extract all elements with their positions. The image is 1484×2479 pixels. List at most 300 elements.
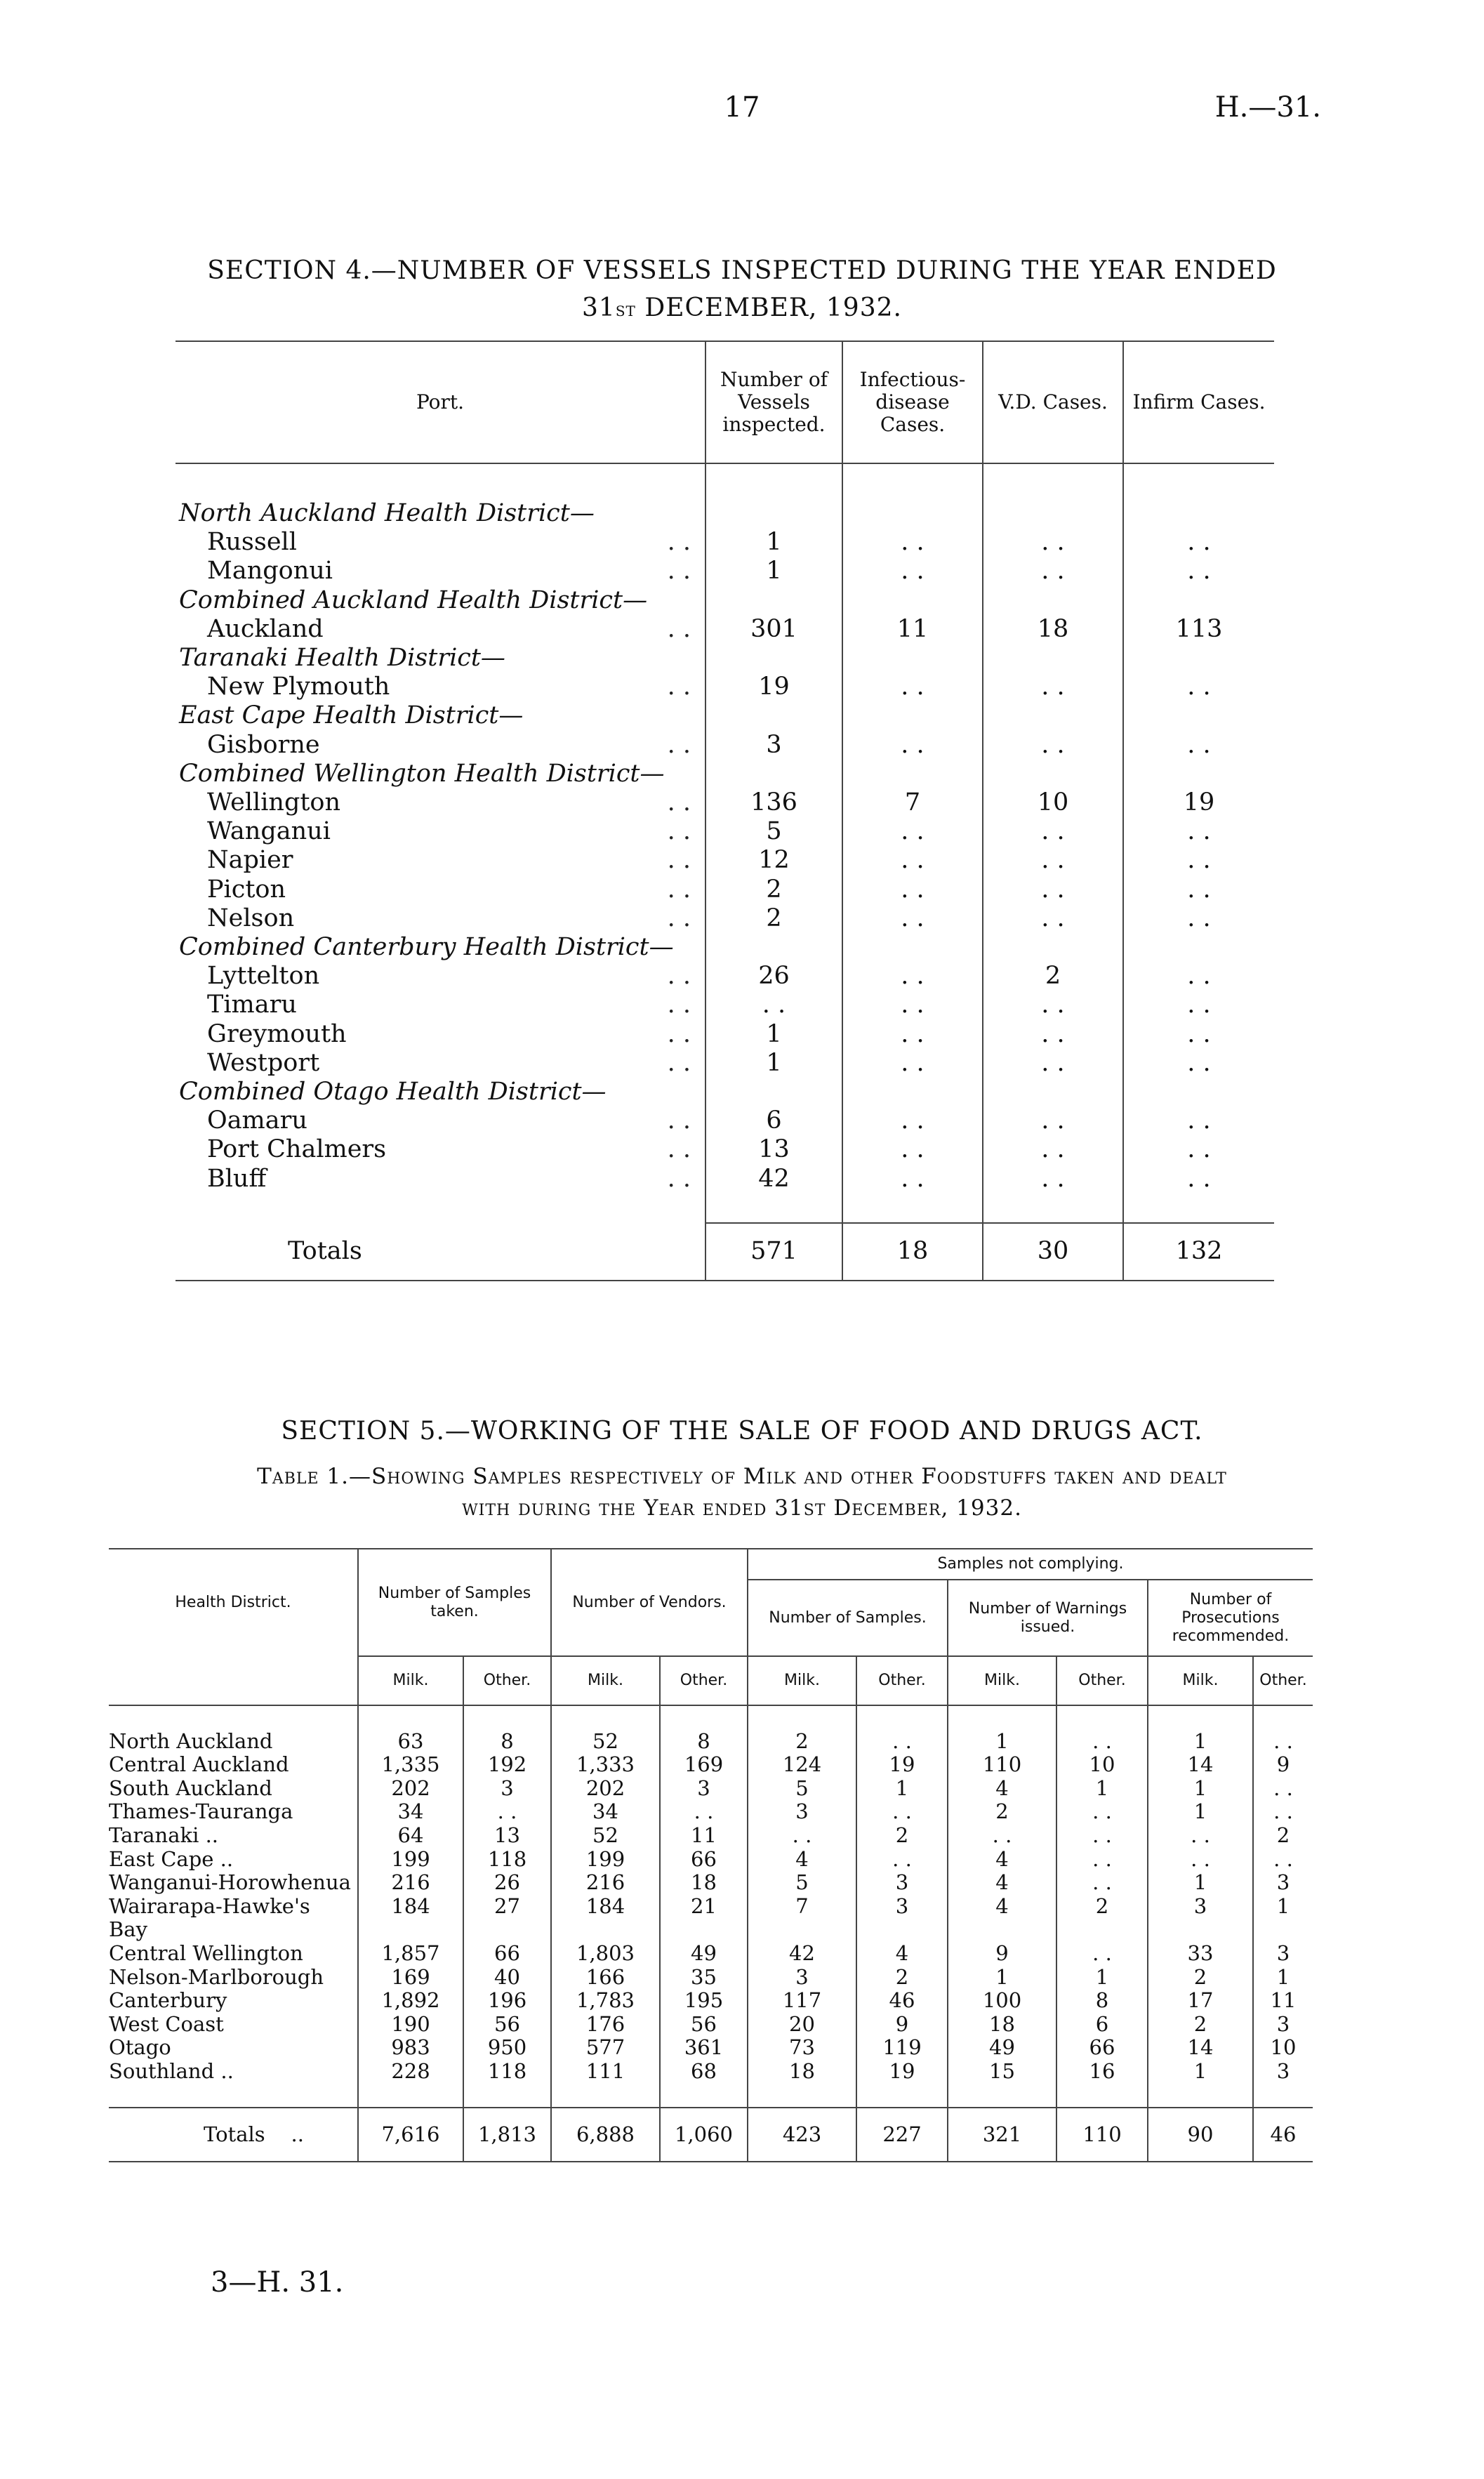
- district-name: Central Auckland: [109, 1752, 289, 1777]
- totals-st-milk: 7,616: [358, 2108, 463, 2162]
- cell-p-milk: 17: [1148, 1989, 1253, 2013]
- table-row: [175, 1106, 1274, 1135]
- leader-dots: . .: [667, 528, 691, 557]
- cell-v-milk: 176: [551, 2013, 660, 2037]
- cell-st-other: . .: [463, 1800, 551, 1824]
- infirm-cell: 113: [1123, 615, 1274, 644]
- vd-cell: . .: [983, 1020, 1123, 1049]
- district-name: Nelson-Marlborough: [109, 1964, 324, 1989]
- infectious-cell: 11: [842, 615, 983, 644]
- cell-v-other: 56: [660, 2013, 748, 2037]
- leader-dots: . .: [667, 557, 691, 586]
- cell-st-other: 196: [463, 1989, 551, 2013]
- vd-cell: . .: [983, 528, 1123, 557]
- col-header-samples-taken: Number of Samples taken.: [358, 1549, 551, 1656]
- cell-w-other: 1: [1056, 1777, 1148, 1801]
- table-row: [109, 2013, 1313, 2037]
- infirm-cell: . .: [1123, 1165, 1274, 1194]
- cell-v-other: 35: [660, 1966, 748, 1990]
- section4-title-ordinal: st: [615, 298, 636, 321]
- cell-st-milk: 64: [358, 1824, 463, 1848]
- district-name: Wanganui-Horowhenua: [109, 1870, 351, 1895]
- cell-st-other: 8: [463, 1730, 551, 1754]
- leader-dots: . .: [667, 875, 691, 904]
- totals-ns-other: 227: [856, 2108, 948, 2162]
- port-name: Mangonui: [207, 557, 333, 586]
- district-name: East Cape Health District—: [179, 701, 524, 730]
- infirm-cell: . .: [1123, 962, 1274, 991]
- cell-ns-milk: 117: [748, 1989, 856, 2013]
- cell-w-other: 66: [1056, 2036, 1148, 2060]
- infirm-cell: . .: [1123, 875, 1274, 904]
- cell-p-milk: 1: [1148, 1777, 1253, 1801]
- leader-dots: . .: [667, 730, 691, 759]
- leader-dots: . .: [667, 1106, 691, 1135]
- cell-p-milk: 1: [1148, 1800, 1253, 1824]
- district-cell: [109, 1824, 358, 1848]
- cell-v-milk: 52: [551, 1730, 660, 1754]
- infectious-cell: . .: [842, 846, 983, 875]
- leader-dots: . .: [667, 673, 691, 701]
- infirm-cell: . .: [1123, 1020, 1274, 1049]
- cell-ns-milk: 7: [748, 1895, 856, 1919]
- totals-w-other: 110: [1056, 2108, 1148, 2162]
- district-cell: [109, 1966, 358, 1990]
- cell-st-other: 950: [463, 2036, 551, 2060]
- infectious-cell: . .: [842, 528, 983, 557]
- table-row: [175, 817, 1274, 846]
- cell-p-milk: 1: [1148, 1871, 1253, 1895]
- cell-st-other: 192: [463, 1753, 551, 1777]
- cell-ns-other: 2: [856, 1824, 948, 1848]
- cell-st-other: 56: [463, 2013, 551, 2037]
- cell-ns-other: 1: [856, 1777, 948, 1801]
- table-row: [109, 1777, 1313, 1801]
- table-row: [175, 788, 1274, 817]
- cell-w-milk: 110: [948, 1753, 1056, 1777]
- cell-w-other: . .: [1056, 1871, 1148, 1895]
- cell-w-milk: 4: [948, 1871, 1056, 1895]
- cell-p-other: 3: [1253, 2013, 1313, 2037]
- infirm-cell: . .: [1123, 1049, 1274, 1078]
- vessels-cell: 2: [705, 904, 842, 933]
- cell-st-milk: 1,892: [358, 1989, 463, 2013]
- cell-st-other: 118: [463, 2060, 551, 2084]
- col-header-st-other: Other.: [463, 1656, 551, 1705]
- cell-v-other: 49: [660, 1942, 748, 1966]
- cell-ns-other: 3: [856, 1871, 948, 1895]
- cell-w-other: 6: [1056, 2013, 1148, 2037]
- vessels-cell: 42: [705, 1165, 842, 1194]
- port-name: Westport: [207, 1048, 320, 1077]
- cell-v-other: . .: [660, 1800, 748, 1824]
- table-row: [109, 2036, 1313, 2060]
- cell-w-other: . .: [1056, 1848, 1148, 1872]
- section5-subtitle-line1: Table 1.—Showing Samples respectively of Milk and other Foodstuffs taken and dealt: [257, 1464, 1227, 1489]
- port-cell: [175, 1165, 705, 1194]
- district-cell: [109, 2060, 358, 2084]
- infirm-cell: . .: [1123, 991, 1274, 1019]
- table-row: [109, 1824, 1313, 1848]
- table-row: [175, 731, 1274, 760]
- infirm-cell: . .: [1123, 731, 1274, 760]
- cell-v-milk: 34: [551, 1800, 660, 1824]
- cell-st-other: 118: [463, 1848, 551, 1872]
- district-row: [175, 1078, 1274, 1106]
- port-cell: [175, 962, 705, 991]
- cell-st-other: 66: [463, 1942, 551, 1966]
- page-number: 17: [724, 91, 760, 124]
- cell-st-other: 26: [463, 1871, 551, 1895]
- cell-st-milk: 190: [358, 2013, 463, 2037]
- cell-v-other: 11: [660, 1824, 748, 1848]
- vessels-inspected-table: [175, 341, 1274, 1281]
- cell-w-milk: 4: [948, 1895, 1056, 1919]
- table-row: [109, 1871, 1313, 1895]
- cell-w-other: 10: [1056, 1753, 1148, 1777]
- district-name: Combined Wellington Health District—: [179, 759, 665, 788]
- cell-v-milk: 216: [551, 1871, 660, 1895]
- cell-p-milk: . .: [1148, 1848, 1253, 1872]
- cell-p-other: . .: [1253, 1777, 1313, 1801]
- cell-v-milk: 184: [551, 1895, 660, 1919]
- col-header-not-complying: Samples not complying.: [748, 1549, 1313, 1580]
- table-row: [109, 2060, 1313, 2084]
- cell-ns-milk: 5: [748, 1777, 856, 1801]
- col-header-vd: V.D. Cases.: [983, 341, 1123, 463]
- vd-cell: . .: [983, 875, 1123, 904]
- vessels-cell: 1: [705, 1020, 842, 1049]
- vd-cell: . .: [983, 817, 1123, 846]
- cell-ns-milk: 3: [748, 1800, 856, 1824]
- totals-row: [175, 1223, 1274, 1281]
- cell-p-other: . .: [1253, 1800, 1313, 1824]
- cell-st-milk: 184: [358, 1895, 463, 1919]
- port-cell: [175, 557, 705, 586]
- cell-p-other: [1253, 1918, 1313, 1942]
- totals-v-other: 1,060: [660, 2108, 748, 2162]
- district-name: Southland ..: [109, 2058, 234, 2083]
- cell-w-milk: 9: [948, 1942, 1056, 1966]
- cell-ns-milk: 5: [748, 1871, 856, 1895]
- table-row: [109, 1848, 1313, 1872]
- port-cell: [175, 817, 705, 846]
- cell-st-milk: 202: [358, 1777, 463, 1801]
- district-cell: [109, 1942, 358, 1966]
- port-cell: [175, 875, 705, 904]
- port-name: Gisborne: [207, 730, 320, 759]
- cell-p-milk: 14: [1148, 2036, 1253, 2060]
- table-row: [109, 1966, 1313, 1990]
- infectious-cell: 7: [842, 788, 983, 817]
- col-header-num-samples: Number of Samples.: [748, 1580, 948, 1656]
- cell-ns-other: 2: [856, 1966, 948, 1990]
- col-header-ns-other: Other.: [856, 1656, 948, 1705]
- col-header-vendors: Number of Vendors.: [551, 1549, 748, 1656]
- totals-ns-milk: 423: [748, 2108, 856, 2162]
- table-row: [175, 846, 1274, 875]
- cell-ns-milk: 18: [748, 2060, 856, 2084]
- infirm-cell: . .: [1123, 1135, 1274, 1164]
- infirm-cell: . .: [1123, 1106, 1274, 1135]
- table-row: [175, 615, 1274, 644]
- district-cell: [109, 1848, 358, 1872]
- page-reference: H.—31.: [1214, 91, 1321, 124]
- cell-v-other: 3: [660, 1777, 748, 1801]
- port-name: Auckland: [207, 614, 324, 643]
- totals-p-other: 46: [1253, 2108, 1313, 2162]
- page-footer: 3—H. 31.: [211, 2266, 344, 2299]
- district-cell: [109, 1895, 358, 1919]
- port-cell: [175, 991, 705, 1019]
- cell-w-milk: [948, 1918, 1056, 1942]
- infectious-cell: . .: [842, 962, 983, 991]
- col-header-ns-milk: Milk.: [748, 1656, 856, 1705]
- table-row: [109, 1800, 1313, 1824]
- cell-ns-other: . .: [856, 1800, 948, 1824]
- vd-cell: . .: [983, 1106, 1123, 1135]
- infectious-cell: . .: [842, 731, 983, 760]
- infirm-cell: . .: [1123, 904, 1274, 933]
- district-name: Wairarapa-Hawke's: [109, 1893, 310, 1918]
- cell-v-other: 68: [660, 2060, 748, 2084]
- cell-v-milk: 1,333: [551, 1753, 660, 1777]
- port-cell: [175, 846, 705, 875]
- cell-v-other: 66: [660, 1848, 748, 1872]
- totals-infirm: 132: [1123, 1223, 1274, 1281]
- infectious-cell: . .: [842, 1020, 983, 1049]
- table-row: [175, 875, 1274, 904]
- cell-p-other: 11: [1253, 1989, 1313, 2013]
- vessels-cell: . .: [705, 991, 842, 1019]
- vessels-cell: 3: [705, 731, 842, 760]
- col-header-warnings: Number of Warnings issued.: [948, 1580, 1148, 1656]
- leader-dots: . .: [667, 817, 691, 846]
- port-cell: [175, 528, 705, 557]
- leader-dots: . .: [667, 1019, 691, 1048]
- infirm-cell: . .: [1123, 673, 1274, 701]
- infectious-cell: . .: [842, 875, 983, 904]
- district-name: East Cape ..: [109, 1846, 234, 1871]
- leader-dots: . .: [667, 1048, 691, 1077]
- district-name: Taranaki Health District—: [179, 644, 505, 673]
- port-cell: [175, 1106, 705, 1135]
- vessels-cell: 1: [705, 1049, 842, 1078]
- vessels-cell: 136: [705, 788, 842, 817]
- leader-dots: . .: [667, 846, 691, 875]
- col-header-st-milk: Milk.: [358, 1656, 463, 1705]
- cell-v-milk: 1,783: [551, 1989, 660, 2013]
- district-name: Bay: [109, 1917, 147, 1942]
- port-cell: [175, 673, 705, 701]
- district-name: South Auckland: [109, 1776, 272, 1800]
- cell-p-milk: 1: [1148, 2060, 1253, 2084]
- district-name: Combined Otago Health District—: [179, 1078, 607, 1106]
- cell-ns-other: . .: [856, 1848, 948, 1872]
- totals-row: [109, 2108, 1313, 2162]
- cell-v-other: 21: [660, 1895, 748, 1919]
- cell-ns-other: 4: [856, 1942, 948, 1966]
- cell-w-milk: 1: [948, 1966, 1056, 1990]
- cell-ns-milk: [748, 1918, 856, 1942]
- cell-v-milk: 199: [551, 1848, 660, 1872]
- vessels-cell: 301: [705, 615, 842, 644]
- totals-p-milk: 90: [1148, 2108, 1253, 2162]
- table-row: [109, 1895, 1313, 1919]
- vessels-cell: 26: [705, 962, 842, 991]
- district-name: Thames-Tauranga: [109, 1799, 293, 1824]
- cell-st-milk: 63: [358, 1730, 463, 1754]
- cell-p-other: 3: [1253, 2060, 1313, 2084]
- cell-p-other: . .: [1253, 1730, 1313, 1754]
- cell-st-other: 13: [463, 1824, 551, 1848]
- cell-st-milk: 34: [358, 1800, 463, 1824]
- port-name: Lyttelton: [207, 962, 320, 991]
- cell-st-other: [463, 1918, 551, 1942]
- port-name: Nelson: [207, 904, 295, 932]
- col-header-v-milk: Milk.: [551, 1656, 660, 1705]
- cell-w-milk: . .: [948, 1824, 1056, 1848]
- table-row: [109, 1753, 1313, 1777]
- vd-cell: 18: [983, 615, 1123, 644]
- district-name: North Auckland Health District—: [179, 499, 595, 527]
- district-cell: [109, 1989, 358, 2013]
- port-name: Greymouth: [207, 1019, 347, 1048]
- table-row: [175, 557, 1274, 586]
- vd-cell: 2: [983, 962, 1123, 991]
- vessels-cell: 5: [705, 817, 842, 846]
- cell-w-other: 8: [1056, 1989, 1148, 2013]
- col-header-p-other: Other.: [1253, 1656, 1313, 1705]
- district-name: Otago: [109, 2035, 171, 2060]
- cell-ns-other: 19: [856, 1753, 948, 1777]
- table-row: [109, 1918, 1313, 1942]
- cell-v-milk: 166: [551, 1966, 660, 1990]
- table-header-row: [175, 341, 1274, 463]
- district-name: North Auckland: [109, 1728, 273, 1753]
- cell-st-milk: 216: [358, 1871, 463, 1895]
- district-cell: [109, 2036, 358, 2060]
- port-cell: [175, 1020, 705, 1049]
- cell-v-other: 18: [660, 1871, 748, 1895]
- cell-p-milk: [1148, 1918, 1253, 1942]
- col-header-infectious: Infectious-disease Cases.: [842, 341, 983, 463]
- cell-w-milk: 4: [948, 1777, 1056, 1801]
- vd-cell: 10: [983, 788, 1123, 817]
- cell-v-other: 8: [660, 1730, 748, 1754]
- table-row: [175, 673, 1274, 701]
- leader-dots: . .: [667, 788, 691, 817]
- cell-p-milk: 2: [1148, 1966, 1253, 1990]
- infectious-cell: . .: [842, 1135, 983, 1164]
- district-row: [175, 586, 1274, 615]
- infirm-cell: . .: [1123, 557, 1274, 586]
- port-name: Port Chalmers: [207, 1135, 387, 1164]
- leader-dots: . .: [667, 1164, 691, 1193]
- cell-st-milk: 199: [358, 1848, 463, 1872]
- district-row: [175, 701, 1274, 730]
- cell-w-other: 16: [1056, 2060, 1148, 2084]
- vd-cell: . .: [983, 1165, 1123, 1194]
- table-row: [109, 1730, 1313, 1754]
- infirm-cell: . .: [1123, 817, 1274, 846]
- leader-dots: . .: [667, 614, 691, 643]
- cell-st-milk: 1,335: [358, 1753, 463, 1777]
- col-header-vessels: Number of Vessels inspected.: [705, 341, 842, 463]
- cell-w-other: [1056, 1918, 1148, 1942]
- infirm-cell: . .: [1123, 846, 1274, 875]
- col-header-w-milk: Milk.: [948, 1656, 1056, 1705]
- col-header-district: Health District.: [109, 1549, 358, 1656]
- vessels-cell: 6: [705, 1106, 842, 1135]
- cell-ns-milk: 73: [748, 2036, 856, 2060]
- district-cell: [109, 1871, 358, 1895]
- totals-dots: ..: [291, 2122, 304, 2146]
- cell-w-other: 1: [1056, 1966, 1148, 1990]
- district-name: Combined Auckland Health District—: [179, 586, 648, 614]
- cell-ns-milk: 42: [748, 1942, 856, 1966]
- cell-st-milk: 228: [358, 2060, 463, 2084]
- table-row: [175, 904, 1274, 933]
- section5-subtitle-c: December, 1932.: [826, 1495, 1022, 1521]
- cell-ns-milk: 124: [748, 1753, 856, 1777]
- cell-ns-milk: . .: [748, 1824, 856, 1848]
- cell-ns-milk: 4: [748, 1848, 856, 1872]
- port-cell: [175, 788, 705, 817]
- district-cell: [109, 1777, 358, 1801]
- cell-p-other: . .: [1253, 1848, 1313, 1872]
- food-drugs-samples-table: [109, 1548, 1313, 2162]
- section5-subtitle-a: with during the Year ended: [462, 1495, 775, 1521]
- cell-p-milk: 2: [1148, 2013, 1253, 2037]
- col-header-prosecutions: Number of Prosecutions recommended.: [1148, 1580, 1313, 1656]
- infectious-cell: . .: [842, 817, 983, 846]
- district-row: [175, 499, 1274, 528]
- port-cell: [175, 615, 705, 644]
- port-name: Napier: [207, 846, 293, 875]
- district-name: Taranaki ..: [109, 1823, 219, 1847]
- vessels-cell: 2: [705, 875, 842, 904]
- cell-ns-other: 119: [856, 2036, 948, 2060]
- district-name: Canterbury: [109, 1988, 227, 2013]
- vd-cell: . .: [983, 991, 1123, 1019]
- port-name: Oamaru: [207, 1106, 307, 1135]
- district-row: [175, 933, 1274, 962]
- port-name: Timaru: [207, 991, 297, 1019]
- port-name: Russell: [207, 528, 297, 557]
- cell-v-other: 195: [660, 1989, 748, 2013]
- vessels-cell: 1: [705, 528, 842, 557]
- district-row: [175, 760, 1274, 788]
- port-cell: [175, 731, 705, 760]
- cell-st-other: 40: [463, 1966, 551, 1990]
- infectious-cell: . .: [842, 1049, 983, 1078]
- section5-title: SECTION 5.—WORKING OF THE SALE OF FOOD AND DRUGS ACT.: [281, 1417, 1203, 1446]
- port-cell: [175, 1135, 705, 1164]
- totals-label: Totals: [175, 1223, 705, 1281]
- cell-w-milk: 18: [948, 2013, 1056, 2037]
- cell-v-milk: 202: [551, 1777, 660, 1801]
- col-header-infirm: Infirm Cases.: [1123, 341, 1274, 463]
- cell-ns-other: 19: [856, 2060, 948, 2084]
- leader-dots: . .: [667, 962, 691, 991]
- cell-p-other: 1: [1253, 1895, 1313, 1919]
- table-row: [175, 1135, 1274, 1164]
- totals-vessels: 571: [705, 1223, 842, 1281]
- cell-p-other: 1: [1253, 1966, 1313, 1990]
- cell-p-other: 3: [1253, 1871, 1313, 1895]
- cell-v-other: 169: [660, 1753, 748, 1777]
